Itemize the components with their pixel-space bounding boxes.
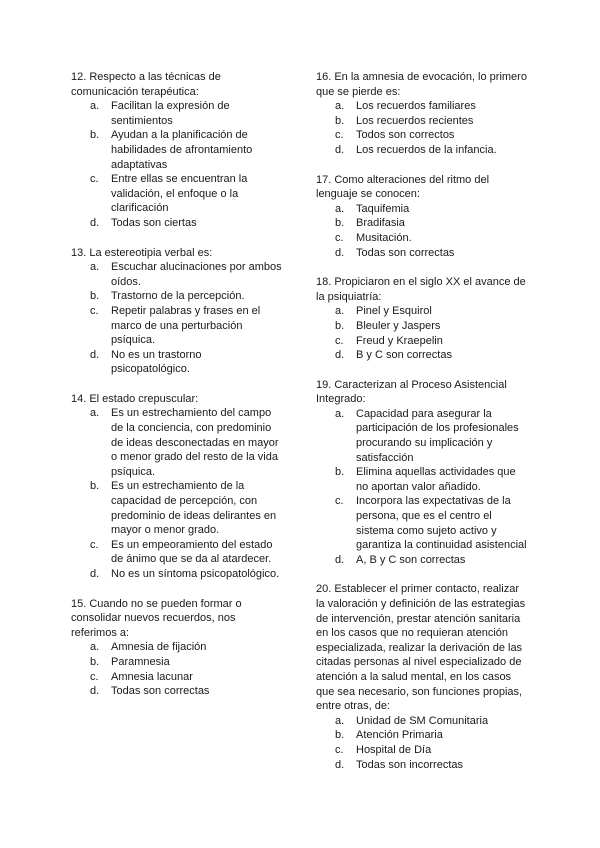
option-d <box>71 567 283 582</box>
option-text: Escuchar alucinaciones por ambos oídos. <box>111 261 282 288</box>
option-list <box>71 640 283 698</box>
option-letter: a. <box>90 261 100 274</box>
option-c <box>71 172 283 216</box>
option-letter: c. <box>335 129 344 142</box>
option-letter: c. <box>90 538 99 551</box>
option-c <box>316 128 528 143</box>
option-a <box>316 99 528 114</box>
option-b <box>71 655 283 670</box>
right-column <box>316 70 528 787</box>
option-a <box>316 304 528 319</box>
option-text: Trastorno de la percepción. <box>111 290 245 303</box>
option-letter: d. <box>90 568 100 580</box>
option-text: Repetir palabras y frases en el marco de una perturbación psíquica. <box>111 304 261 347</box>
option-d <box>71 684 283 699</box>
option-c <box>71 304 283 348</box>
option-text: Amnesia lacunar <box>111 670 193 683</box>
option-c <box>316 334 528 349</box>
question-15 <box>71 597 283 699</box>
option-letter: d. <box>335 758 345 771</box>
option-text: No es un síntoma psicopatológico. <box>111 568 280 580</box>
option-list <box>316 304 528 362</box>
option-d <box>316 758 528 773</box>
option-text: Todas son incorrectas <box>356 758 463 771</box>
option-b <box>316 216 528 231</box>
option-list <box>316 99 528 157</box>
option-letter: d. <box>335 246 345 259</box>
option-letter: a. <box>90 641 100 654</box>
question-text: 18. Propiciaron en el siglo XX el avance de la psiquiatría: <box>316 276 526 303</box>
question-18 <box>316 275 528 363</box>
option-letter: d. <box>90 685 100 698</box>
option-text: Entre ellas se encuentran la validación, el enfoque o la clarificación <box>111 173 248 215</box>
option-text: Amnesia de fijación <box>111 641 207 654</box>
option-letter: c. <box>90 304 99 317</box>
option-c <box>71 538 283 567</box>
question-12 <box>71 70 283 231</box>
option-letter: b. <box>335 466 345 479</box>
option-letter: b. <box>335 114 345 127</box>
question-17 <box>316 173 528 261</box>
option-text: Taquifemia <box>356 202 410 215</box>
option-a <box>316 714 528 729</box>
question-text: 20. Establecer el primer contacto, realizar la valoración y definición de las estrategias de intervención, prestar atención sanitaria en los casos que no requieran atención especializada, realizar la derivación de las citadas personas al nivel especializado de atención a la salud mental, en los casos que sea necesario, son funciones propias, entre otras, de: <box>316 583 526 713</box>
option-a <box>316 202 528 217</box>
option-a <box>71 99 283 128</box>
option-text: Los recuerdos de la infancia. <box>356 143 497 156</box>
option-letter: c. <box>90 173 99 186</box>
option-text: Freud y Kraepelin <box>356 334 443 347</box>
option-b <box>316 728 528 743</box>
option-letter: b. <box>90 129 100 142</box>
option-letter: a. <box>335 714 345 727</box>
option-text: Los recuerdos recientes <box>356 114 474 127</box>
option-text: Musitación. <box>356 231 412 244</box>
question-text: 16. En la amnesia de evocación, lo primero que se pierde es: <box>316 71 527 98</box>
option-a <box>71 640 283 655</box>
option-d <box>316 348 528 363</box>
option-text: Bleuler y Jaspers <box>356 319 441 332</box>
option-letter: d. <box>90 348 100 361</box>
option-letter: d. <box>335 553 345 566</box>
question-19 <box>316 378 528 568</box>
option-a <box>71 406 283 479</box>
option-list <box>71 406 283 581</box>
question-13 <box>71 246 283 377</box>
option-text: Elimina aquellas actividades que no aportan valor añadido. <box>356 466 516 493</box>
option-text: Unidad de SM Comunitaria <box>356 714 489 727</box>
question-14 <box>71 392 283 582</box>
option-letter: a. <box>335 100 345 113</box>
option-letter: a. <box>335 305 345 318</box>
option-letter: b. <box>90 655 100 668</box>
option-letter: c. <box>335 334 344 347</box>
option-d <box>71 348 283 377</box>
option-b <box>316 114 528 129</box>
option-b <box>71 479 283 537</box>
option-text: Pinel y Esquirol <box>356 305 432 318</box>
option-letter: b. <box>90 480 100 493</box>
option-text: Atención Primaria <box>356 729 443 742</box>
option-letter: d. <box>335 143 345 156</box>
option-list <box>71 260 283 377</box>
option-text: Es un empeoramiento del estado de ánimo que se da al atardecer. <box>111 538 273 566</box>
option-letter: c. <box>335 231 344 244</box>
option-letter: a. <box>90 407 100 420</box>
option-letter: c. <box>335 743 344 756</box>
option-c <box>71 670 283 685</box>
option-text: Los recuerdos familiares <box>356 100 476 113</box>
option-b <box>316 319 528 334</box>
option-b <box>71 289 283 304</box>
option-text: Todas son correctas <box>111 685 210 698</box>
option-a <box>71 260 283 289</box>
question-text: 12. Respecto a las técnicas de comunicación terapéutica: <box>71 71 221 98</box>
option-letter: a. <box>335 202 345 215</box>
option-c <box>316 494 528 552</box>
option-text: Todas son ciertas <box>111 216 197 229</box>
option-d <box>316 246 528 261</box>
option-list <box>316 714 528 772</box>
option-text: Incorpora las expectativas de la persona, que es el centro el sistema como sujeto activo y garantiza la continuidad asistencial <box>356 495 527 552</box>
option-text: Ayudan a la planificación de habilidades de afrontamiento adaptativas <box>111 129 253 171</box>
option-letter: d. <box>335 349 345 362</box>
option-text: Bradifasia <box>356 217 405 230</box>
option-text: Todas son correctas <box>356 246 455 259</box>
option-c <box>316 743 528 758</box>
option-text: A, B y C son correctas <box>356 553 466 566</box>
option-text: Hospital de Día <box>356 743 432 756</box>
option-letter: c. <box>335 495 344 508</box>
option-text: B y C son correctas <box>356 349 452 362</box>
option-list <box>316 407 528 568</box>
question-text: 14. El estado crepuscular: <box>71 392 199 405</box>
option-d <box>71 216 283 231</box>
option-text: Facilitan la expresión de sentimientos <box>111 100 230 127</box>
option-text: Paramnesia <box>111 655 170 668</box>
option-text: Es un estrechamiento del campo de la conciencia, con predominio de ideas desconectadas en mayor o menor grado del resto de la vida psíquica. <box>111 407 279 478</box>
option-letter: b. <box>335 729 345 742</box>
option-text: No es un trastorno psicopatológico. <box>111 348 202 376</box>
option-text: Es un estrechamiento de la capacidad de percepción, con predominio de ideas delirantes en mayor o menor grado. <box>111 480 277 537</box>
option-letter: d. <box>90 216 100 229</box>
option-a <box>316 407 528 465</box>
option-letter: b. <box>335 319 345 332</box>
option-letter: c. <box>90 670 99 683</box>
option-letter: a. <box>335 407 345 420</box>
option-text: Capacidad para asegurar la participación de los profesionales procurando su implicación y satisfacción <box>356 407 519 464</box>
left-column <box>71 70 283 714</box>
option-d <box>316 143 528 158</box>
option-letter: a. <box>90 100 100 113</box>
question-text: 17. Como alteraciones del ritmo del lenguaje se conocen: <box>316 173 490 201</box>
question-16 <box>316 70 528 158</box>
option-letter: b. <box>90 290 100 303</box>
option-text: Todos son correctos <box>356 129 455 142</box>
question-text: 15. Cuando no se pueden formar o consolidar nuevos recuerdos, nos referimos a: <box>71 597 242 639</box>
question-text: 13. La estereotipia verbal es: <box>71 246 213 259</box>
question-text: 19. Caracterizan al Proceso Asistencial Integrado: <box>316 378 507 406</box>
option-c <box>316 231 528 246</box>
option-b <box>316 465 528 494</box>
option-d <box>316 553 528 568</box>
option-b <box>71 128 283 172</box>
question-20 <box>316 582 528 772</box>
option-list <box>71 99 283 230</box>
option-list <box>316 202 528 260</box>
option-letter: b. <box>335 217 345 230</box>
